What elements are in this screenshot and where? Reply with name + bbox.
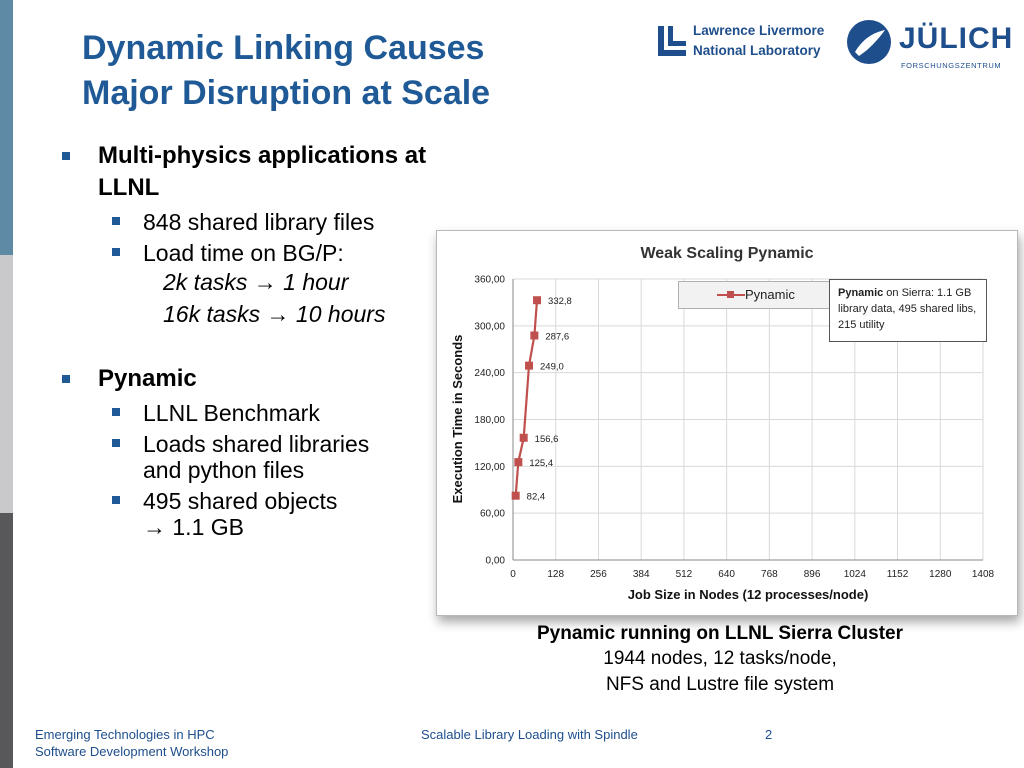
llnl-logo-text (693, 21, 824, 61)
data-label: 249,0 (540, 361, 564, 373)
chart-caption (450, 622, 990, 698)
data-label: 82,4 (526, 491, 546, 503)
data-label: 156,6 (534, 433, 559, 445)
load-time-2k: 2k tasks → 1 hour (163, 269, 349, 295)
shared-objects-line2: → 1.1 GB (143, 514, 244, 540)
bullet-loads-shared-libraries (60, 431, 440, 483)
x-tick-label: 384 (632, 569, 650, 580)
legend-marker-swatch (727, 291, 734, 298)
legend-label: Pynamic (745, 287, 795, 302)
chart-x-axis-title: Job Size in Nodes (12 processes/node) (627, 587, 869, 602)
slide-title-line1: Dynamic Linking Causes (82, 29, 485, 67)
x-tick-label: 1280 (929, 569, 952, 580)
footer-talk-title: Scalable Library Loading with Spindle (421, 727, 638, 742)
footer-left-line2: Software Development Workshop (35, 744, 229, 759)
llnl-name-line2: National Laboratory (693, 43, 821, 58)
chart-annotation (829, 279, 987, 342)
bullet-list (60, 140, 440, 540)
bullet-load-time: Load time on BG/P: (60, 240, 440, 266)
caption-line1: Pynamic running on LLNL Sierra Cluster (537, 623, 903, 644)
data-label: 332,8 (548, 296, 572, 308)
decorative-bar-blue (0, 0, 13, 255)
caption-line2: 1944 nodes, 12 tasks/node, (603, 648, 837, 669)
data-label: 125,4 (529, 458, 554, 470)
bullet-llnl-benchmark: LLNL Benchmark (60, 400, 440, 426)
footer-page-number: 2 (765, 727, 773, 742)
data-point (530, 332, 538, 340)
chart-title: Weak Scaling Pynamic (640, 245, 814, 262)
bullet-shared-library-files: 848 shared library files (60, 209, 440, 235)
footer-left-line1: Emerging Technologies in HPC (35, 727, 215, 742)
chart-frame (436, 230, 1018, 616)
data-point (533, 296, 541, 304)
data-point (525, 362, 533, 370)
x-tick-label: 512 (675, 569, 693, 580)
x-tick-label: 640 (718, 569, 735, 580)
shared-objects-line1: 495 shared objects (143, 488, 338, 514)
footer-workshop (35, 726, 228, 760)
y-tick-label: 240,00 (474, 368, 505, 380)
y-tick-label: 60,00 (479, 508, 505, 520)
slide-title-line2: Major Disruption at Scale (82, 74, 491, 112)
annotation-bold: Pynamic (838, 287, 884, 299)
julich-logo (845, 18, 1013, 76)
slide-title (82, 26, 490, 116)
julich-logo-mark (845, 18, 893, 66)
julich-name: JÜLICH (899, 22, 1014, 55)
x-tick-label: 768 (761, 569, 778, 580)
x-tick-label: 1408 (971, 569, 995, 580)
load-time-16k: 16k tasks → 10 hours (163, 301, 386, 327)
y-tick-label: 180,00 (474, 415, 505, 426)
y-tick-label: 120,00 (474, 461, 505, 473)
chart-legend (678, 281, 832, 309)
bullet-multiphysics: Multi-physics applications at LLNL (60, 140, 440, 204)
loads-line1: Loads shared libraries (143, 431, 370, 457)
llnl-logo (657, 20, 835, 64)
y-tick-label: 360,00 (474, 274, 505, 286)
x-tick-label: 896 (803, 569, 821, 580)
data-label: 287,6 (545, 331, 570, 343)
chart-y-axis-title: Execution Time in Seconds (450, 334, 465, 504)
loads-line2: and python files (143, 457, 305, 483)
x-tick-label: 1152 (886, 569, 909, 580)
annotation-text: on Sierra: 1.1 GB library data, 495 shared libs, 215 utility (838, 287, 977, 331)
bullet-shared-objects (60, 488, 440, 540)
llnl-name-line1: Lawrence Livermore (693, 23, 825, 38)
llnl-logo-mark (657, 25, 689, 59)
x-tick-label: 0 (510, 569, 516, 580)
x-tick-label: 128 (547, 569, 565, 580)
julich-subtitle: FORSCHUNGSZENTRUM (901, 61, 1002, 70)
bullet-pynamic: Pynamic (60, 363, 440, 395)
x-tick-label: 1024 (843, 569, 866, 580)
decorative-bar-dark (0, 513, 13, 768)
data-point (520, 434, 528, 442)
caption-line3: NFS and Lustre file system (605, 674, 835, 695)
data-point (512, 492, 520, 500)
x-tick-label: 256 (590, 569, 607, 580)
decorative-bar-grey (0, 255, 13, 513)
y-tick-label: 300,00 (474, 321, 505, 333)
data-point (514, 458, 522, 466)
chart-series (512, 296, 572, 502)
y-tick-label: 0,00 (485, 555, 505, 567)
